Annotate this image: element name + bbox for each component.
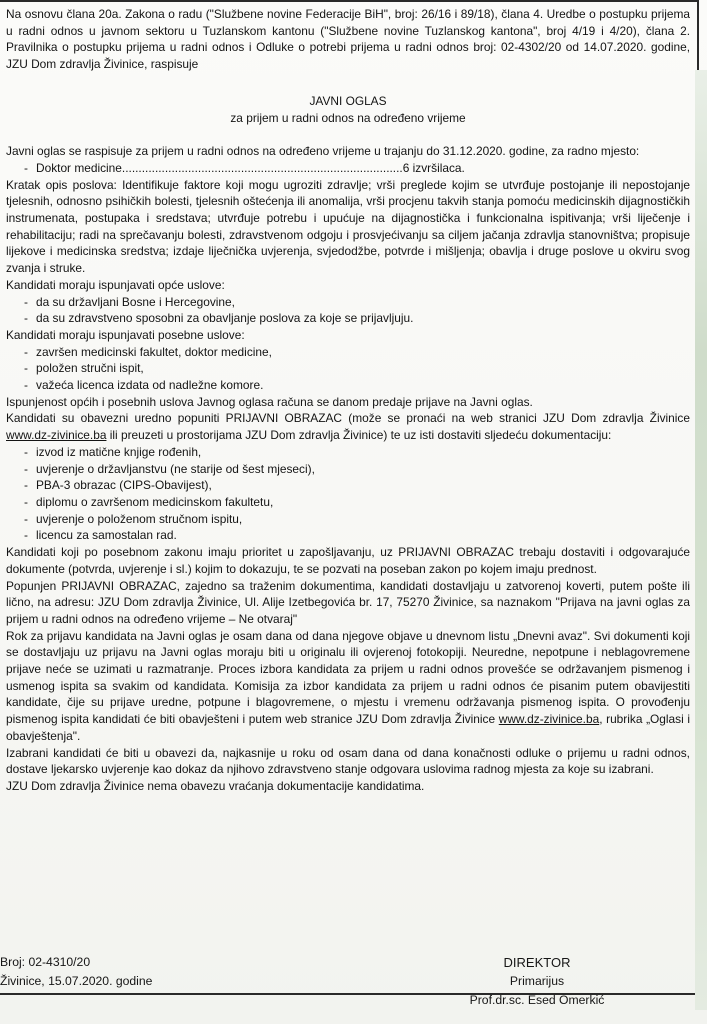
special-conditions-list (6, 344, 690, 394)
position-item: - Doktor medicine.....................................................................................6 izvršilaca. (6, 160, 690, 177)
list-item: - uvjerenje o položenom stručnom ispitu, (6, 511, 690, 528)
submission-paragraph: Popunjen PRIJAVNI OBRAZAC, zajedno sa traženim dokumentima, kandidati dostavljaju u zatvorenoj koverti, putem pošte ili lično, na adresu: JZU Dom zdravlja Živinice, Ul. Alije Izetbegovića br. 17, 75270 Živinice, sa naznakom "Prijava na javni oglas za prijem u radni odnos na određeno vrijeme – Ne otvaraj" (6, 578, 690, 626)
director-block (467, 953, 607, 1010)
director-rank: Primarijus (509, 974, 565, 988)
obligation-text-b: ili preuzeti u prostorijama JZU Dom zdravlja Živinice) te uz isti dostaviti sljedeću dokumentaciju: (106, 428, 612, 443)
deadline-paragraph (6, 628, 690, 745)
list-item: - završen medicinski fakultet, doktor medicine, (6, 344, 690, 361)
list-item: - diplomu o završenom medicinskom fakultetu, (6, 494, 690, 511)
list-item: - izvod iz matične knjige rođenih, (6, 444, 690, 461)
list-item: - da su zdravstveno sposobni za obavljanje poslova za koje se prijavljuju. (6, 310, 690, 327)
priority-paragraph: Kandidati koji po posebnom zakonu imaju prioritet u zapošljavanju, uz PRIJAVNI OBRAZAC trebaju dostaviti i odgovarajuće dokumente (potvrda, uvjerenje i sl.) kojim to dokazuju, te se pozvati na poseban zakon po kojem imaju prednost. (6, 545, 690, 576)
director-title: DIREKTOR (503, 955, 571, 970)
deadline-text-a: Rok za prijavu kandidata na Javni oglas je osam dana od dana njegove objave u dnevnom listu „Dnevni avaz". Svi dokumenti koji se dostavljaju uz prijavu na Javni oglas moraju biti u originalu ili ovjerenoj fotokopiji. Neuredne, nepotpune i neblagovremene prijave neće se uzimati u razmatranje. Proces izbora kandidata za prijem u radni odnos provešće se održavanjem pismenog i usmenog ispita sa svakim od kandidata. Komisija za izbor kandidata za prijem u radni odnos će pisanim putem obavijestiti kandidate, čije su prijave uredne, potpune i blagovremene, o mjestu i vremenu održavanja pismenog ispita. O provođenju pismenog ispita kandidati će biti obavješteni i putem web stranice JZU Dom zdravlja Živinice (6, 628, 690, 727)
deadline-text-b: , rubrika „Oglasi i obavještenja". (6, 712, 690, 743)
document-body (6, 6, 690, 795)
website-link[interactable]: www.dz-zivinice.ba (498, 712, 600, 727)
obligation-text-a: Kandidati su obavezni uredno popuniti PRIJAVNI OBRAZAC (može se pronaći na web stranici JZU Dom zdravlja Živinice (6, 411, 690, 426)
job-description: Kratak opis poslova: Identifikuje faktore koji mogu ugroziti zdravlje; vrši preglede kojim se utvrđuje postojanje ili nepostojanje tjelesnih, odnosno psihičkih bolesti, tjelesnih oštećenja ili anomalija, vrši procjenu takvih stanja pomoću medicinskih dijagnostičkih instrumenata, postupaka i sredstava; utvrđuje potrebu i upućuje na dijagnostička i funkcionalna ispitivanja; vrši liječenje i rehabilitaciju; radi na sprečavanju bolesti, zdravstvenom odgoju i prosvjećivanju sa ciljem jačanja zdravlja stanovništva; propisuje lijekove i medicinska sredstva; izdaje liječnička uvjerenja, svjedodžbe, potvrde i mišljenja; obavlja i druge poslove u okviru svog zvanja i struke. (6, 177, 690, 276)
website-link[interactable]: www.dz-zivinice.ba (6, 428, 107, 443)
return-documents-paragraph: JZU Dom zdravlja Živinice nema obavezu vraćanja dokumentacije kandidatima. (6, 778, 425, 793)
eligibility-paragraph: Ispunjenost općih i posebnih uslova Javnog oglasa računa se danom predaje prijave na Javni oglas. (6, 394, 533, 409)
documents-list (6, 444, 690, 544)
reference-block (0, 953, 152, 991)
general-conditions-heading: Kandidati moraju ispunjavati opće uslove: (6, 277, 225, 292)
place-date: Živinice, 15.07.2020. godine (0, 974, 153, 988)
oglas-paragraph: Javni oglas se raspisuje za prijem u radni odnos na određeno vrijeme u trajanju do 31.12.2020. godine, za radno mjesto: (6, 144, 640, 159)
list-item: - licencu za samostalan rad. (6, 527, 690, 544)
list-item: - položen stručni ispit, (6, 360, 690, 377)
page-edge-shadow (695, 70, 707, 1010)
general-conditions-list (6, 294, 690, 327)
list-item: - uvjerenje o državljanstvu (ne starije od šest mjeseci), (6, 461, 690, 478)
director-name: Prof.dr.sc. Esed Omerkić (469, 993, 605, 1007)
list-item: - PBA-3 obrazac (CIPS-Obavijest), (6, 477, 690, 494)
reference-number: Broj: 02-4310/20 (0, 955, 91, 969)
obligation-paragraph (6, 410, 690, 443)
special-conditions-heading: Kandidati moraju ispunjavati posebne uslove: (6, 327, 245, 342)
intro-paragraph: Na osnovu člana 20a. Zakona o radu ("Službene novine Federacije BiH", broj: 26/16 i 89/18), člana 4. Uredbe o postupku prijema u radni odnos u javnom sektoru u Tuzlanskom kantonu ("Službene novine Tuzlanskog kantona", broj 4/19 i 4/20), člana 2. Pravilnika o postupku prijema u radni odnos i Odluke o potrebi prijema u radni odnos broj: 02-4302/20 od 14.07.2020. godine, JZU Dom zdravlja Živinice, raspisuje (6, 7, 690, 72)
page-title: JAVNI OGLAS (309, 93, 387, 108)
selected-candidates-paragraph: Izabrani kandidati će biti u obavezi da, najkasnije u roku od osam dana od dana konačnosti odluke o prijemu u radni odnos, dostave ljekarsko uvjerenje kao dokaz da njihovo zdravstveno stanje odgovara uslovima radnog mjesta za koje su izabrani. (6, 745, 690, 777)
list-item: - važeća licenca izdata od nadležne komore. (6, 377, 690, 394)
list-item: - da su državljani Bosne i Hercegovine, (6, 294, 690, 311)
position-list (6, 160, 690, 177)
page-subtitle: za prijem u radni odnos na određeno vrijeme (230, 110, 466, 125)
